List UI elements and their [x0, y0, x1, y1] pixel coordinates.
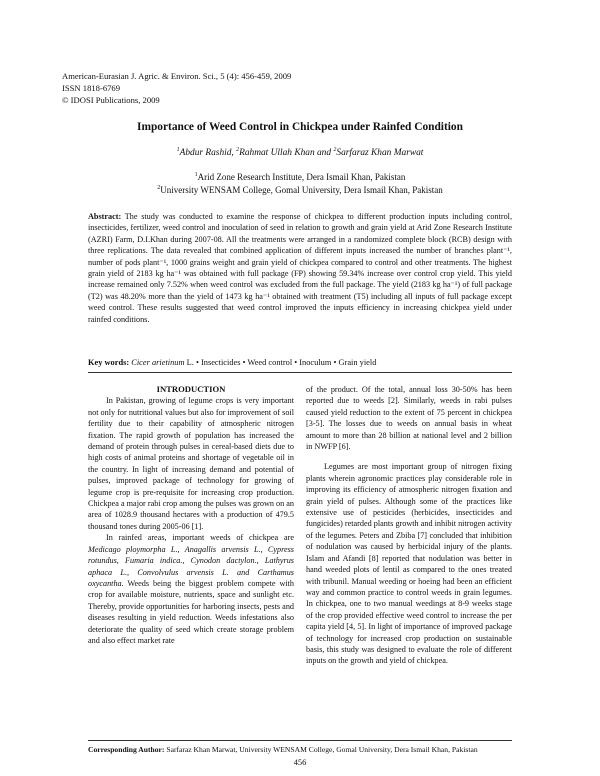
- text-line: in wheat amount to more than 28 billion at national level: [306, 419, 513, 440]
- abstract-line-8: of full package (T2) was 48.20% more than the yield of 1473 kg ha⁻¹ obtained with treatment (T5) including all: [88, 280, 513, 301]
- abstract-line-7: increase remained only 7.52% when weed control was excluded from the full package. The yield (2183 kg ha⁻¹): [88, 280, 461, 290]
- text-line: Weeds infestations also deteriorate the quality of seed: [88, 613, 294, 634]
- text-line: through pulses in cereal-based diets due to high: [88, 442, 294, 463]
- abstract-line-1: including control, insecticides, fertilizer, weed control and inoculation of seed in relation to growth and grain: [88, 212, 512, 233]
- text-line: improved package of technology for increased crop: [306, 622, 513, 643]
- text-line: In rainfed areas, important weeds of chickpea are: [106, 533, 294, 543]
- text-line: and fungicides) retarded plants growth and inhibit: [306, 508, 512, 529]
- text-line: of the product. Of the total, annual loss 30-50% has been: [306, 385, 512, 394]
- journal-header: [62, 70, 291, 107]
- keywords: [88, 358, 512, 367]
- journal-issn: ISSN 1818-6769: [62, 83, 121, 94]
- text-line: reported that nodulation was better in hand weeded plots: [306, 553, 512, 575]
- text-line: production on sustainable basis, this study was designed: [306, 633, 512, 654]
- abstract-line-6: 2183 kg ha⁻¹ was obtained with full package (FP) showing 59.34% increase over control crop yield. This yield: [136, 269, 513, 279]
- author-1: Abdur Rashid,: [179, 148, 234, 158]
- text-line: in improving its efficiency of atmospheric nitrogen fixation: [306, 473, 513, 495]
- introduction-heading: INTRODUCTION: [156, 384, 226, 394]
- text-line: nitrogen activity of the legumes. Peters and Zbiba [7]: [306, 519, 512, 540]
- journal-citation: American-Eurasian J. Agric. & Environ. Sci., 5 (4): 456-459, 2009: [62, 71, 292, 81]
- text-line: plants wherein agronomic practices play considerable role: [306, 473, 503, 483]
- text-line: atmospheric nitrogen fixation. The rapid growth of: [88, 419, 294, 440]
- keywords-divider: [88, 372, 512, 373]
- paper-title: Importance of Weed Control in Chickpea under Rainfed Condition: [137, 121, 463, 133]
- text-line: of lentil as compared to the ones treated with tribunil.: [306, 565, 513, 586]
- author-3: Sarfaraz Khan Marwat: [336, 148, 424, 158]
- right-column: [306, 384, 512, 667]
- affiliation-2-text: University WENSAM College, Gomal University, Dera Ismail Khan, Pakistan: [160, 185, 443, 195]
- footer-divider: [88, 740, 512, 741]
- abstract: [88, 211, 512, 325]
- text-line: Legumes are most important group of nitrogen fixing: [324, 462, 512, 472]
- text-line: and 2 billion in NWFP [6].: [306, 430, 513, 452]
- abstract-line-2: yield at Arid Zone Research Institute (AZRI) Farm, D.I.Khan during 2007-08. All the treatments were arranged: [88, 223, 513, 244]
- text-line: caused yield reduction to the extent of 75 percent in: [306, 407, 481, 417]
- author-1-affil: 1: [176, 146, 180, 153]
- text-line: potential of pulses, improved package of technology: [88, 464, 295, 486]
- text-line: herbicidal injury of the plants. Islam and Afandi [8]: [306, 542, 512, 563]
- abstract-line-5: weight and grain yield of chickpea compared to control and other treatments. The highest grain yield of: [88, 257, 512, 279]
- text-line: population has increased the demand of protein: [88, 430, 295, 452]
- text-line: for growing of legume crop is pre-requisite for: [88, 476, 295, 497]
- abstract-line-3: in a randomized complete block (RCB) design with three replications. The data revealed that combined: [88, 234, 512, 256]
- text-line: thousand hectares with a production of 479.5 thousand: [88, 510, 295, 531]
- text-line: crop among the pulses was grown on an area of 1028.9: [88, 499, 295, 520]
- right-paragraph-2: [306, 461, 512, 666]
- text-line: with crop for available moisture, nutrients, space and: [88, 578, 294, 600]
- corr-text: Sarfaraz Khan Marwat, University WENSAM College, Gomal University, Dera Ismail Khan, Pakistan: [166, 745, 478, 754]
- text-line: in the country. In light of increasing demand and: [88, 453, 295, 474]
- text-line: improvement of soil fertility due to their capability of: [88, 407, 294, 429]
- affiliation-1: [0, 172, 600, 182]
- text-line: In Pakistan, growing of legume crops is very: [106, 396, 260, 406]
- text-line: important not only for nutritional values but also for: [88, 396, 294, 417]
- author-2: Rahmat Ullah Khan and: [239, 148, 332, 158]
- text-line: chickpea [3-5]. The losses due to weeds on annual basis: [306, 407, 513, 429]
- journal-copyright: © IDOSI Publications, 2009: [62, 95, 160, 106]
- author-3-affil: 2: [333, 146, 337, 153]
- keywords-species: Cicer arietinum: [131, 358, 185, 367]
- abstract-line-4: application of different inputs increased the number of branches plant⁻¹, number of pods plant⁻¹, 1000 grains: [88, 246, 512, 267]
- left-column: [88, 384, 294, 646]
- text-line: Weeds being the biggest problem compete: [127, 578, 276, 588]
- abstract-line-10: efficiency in increasing chickpea yield under rainfed conditions.: [88, 303, 512, 324]
- affiliation-2-sup: 2: [157, 185, 161, 191]
- text-line: increasing crop production. Chickpea a major rabi: [88, 487, 295, 509]
- keywords-label: Key words:: [88, 358, 130, 367]
- page-number: 456: [293, 758, 307, 767]
- text-line: sunlight etc. Thereby, provide opportunities for harboring: [88, 590, 295, 611]
- text-line: insects, pests and diseases resulting in yield reduction.: [88, 601, 295, 623]
- corresponding-author: [88, 745, 512, 754]
- author-list: [0, 148, 600, 158]
- intro-paragraph-2: [88, 532, 294, 646]
- weed-species-list: Medicago ploymorpha L., Anagallis arvensis L., Cypress rotundus, Fumaria indica., Cynodon dactylon., Lathyrus aphaca L., Convolvulus arvensis L. and Carthamus oxycantha.: [88, 544, 294, 588]
- corr-label: Corresponding Author:: [88, 745, 165, 754]
- text-line: and grain yield of pulses. Although some of the practices: [306, 485, 513, 506]
- text-line: common practice to control weeds in grain legumes. In: [306, 587, 513, 609]
- text-line: to evaluate the role of different inputs on the growth and: [306, 644, 513, 666]
- affiliation-1-sup: 1: [194, 172, 198, 178]
- affiliation-2: [0, 185, 600, 195]
- text-line: yield of chickpea.: [389, 656, 448, 666]
- text-line: tones during 2005-06 [1].: [119, 521, 204, 531]
- text-line: concluded that inhibition of nodulation was caused by: [306, 530, 513, 552]
- abstract-label: Abstract:: [88, 212, 122, 221]
- text-line: reported due to weeds [2]. Similarly, weeds in rabi pulses: [306, 396, 512, 406]
- text-line: Manual weeding or hoeing had been an efficient way and: [306, 576, 512, 597]
- text-line: chickpea, one to two manual weedings at 8-9 weeks stage: [315, 599, 512, 609]
- text-line: like extensive use of pesticides (herbicides, insecticides: [306, 496, 512, 518]
- intro-paragraph-1: [88, 395, 294, 532]
- text-line: which create storage problem and also effect market rate: [88, 624, 294, 645]
- author-2-affil: 2: [236, 146, 240, 153]
- text-line: the per capita yield [4, 5]. In light of importance of: [306, 610, 512, 632]
- text-line: of the crop provided effective weed control to increase: [306, 610, 487, 620]
- affiliation-1-text: Arid Zone Research Institute, Dera Ismail Khan, Pakistan: [197, 172, 406, 182]
- text-line: costs of animal proteins and shortage of vegetable oil: [105, 453, 285, 463]
- abstract-line-9: inputs of full package except weed control. These results suggested that weed control improved the inputs: [88, 291, 513, 313]
- keywords-items: L. • Insecticides • Weed control • Inoculum • Grain yield: [186, 358, 377, 367]
- abstract-line-0: The study was conducted to examine the response of chickpea to different production inputs: [124, 212, 449, 221]
- right-paragraph-1: [306, 384, 512, 452]
